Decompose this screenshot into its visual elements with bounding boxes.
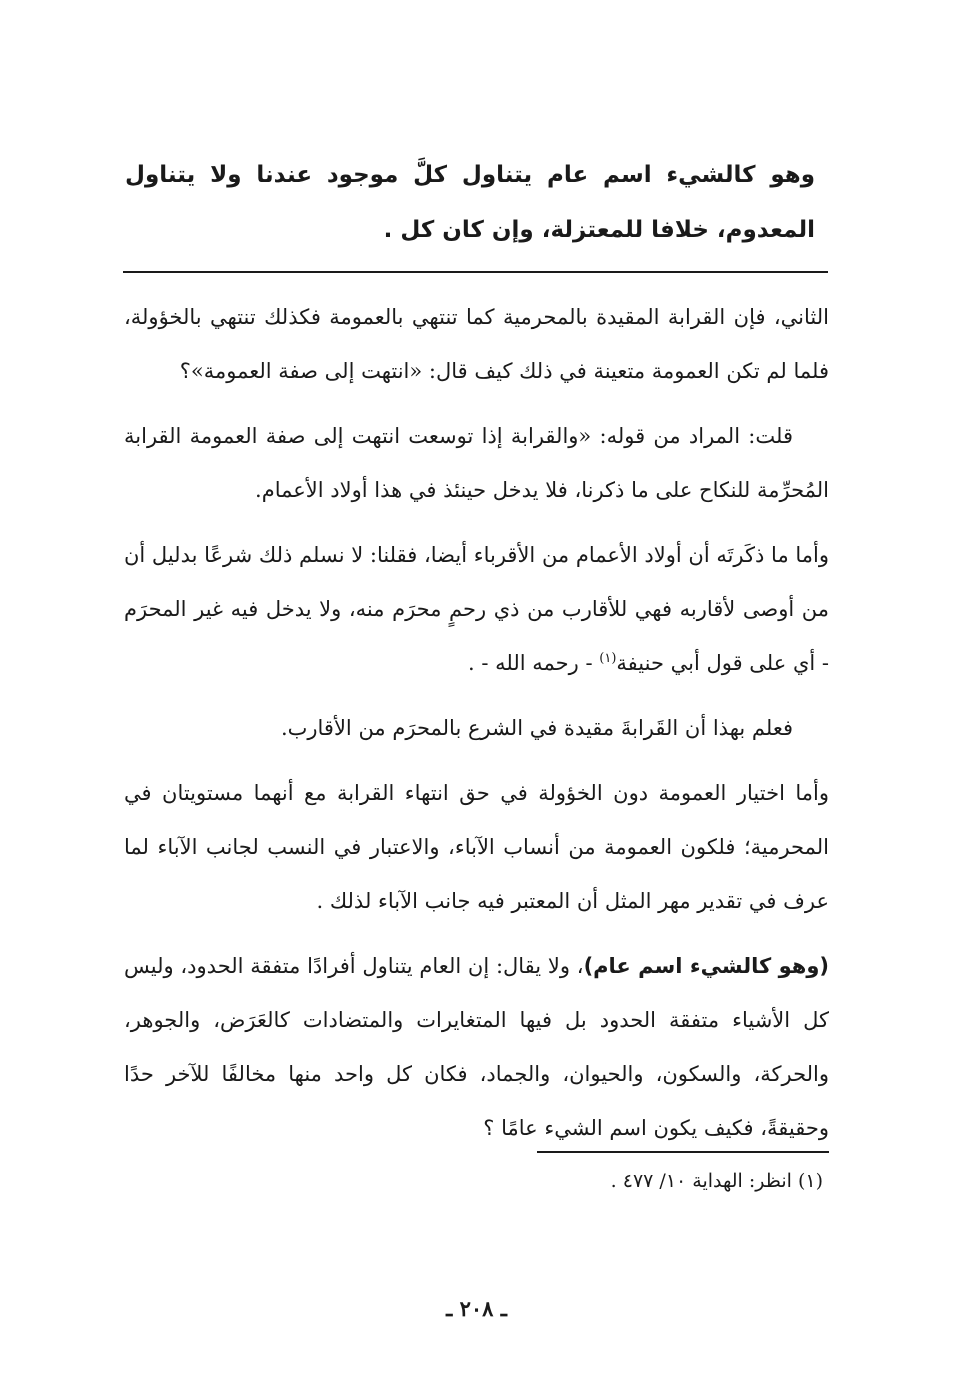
footnote-separator-line [537, 1151, 829, 1153]
commentary-paragraph: وأما اختيار العمومة دون الخؤولة في حق انتهاء القرابة مع أنهما مستويتان في المحرمية؛ فلكون العمومة من أنساب الآباء، والاعتبار في النسب لجانب الآباء لما عرف في تقدير مهر المثل أن المعتبر فيه جانب الآباء لذلك . [124, 781, 829, 913]
matn-separator-line [123, 271, 828, 273]
commentary-text: وأما ما ذكَرتَه أن أولاد الأعمام من الأقرباء أيضا، فقلنا: لا نسلم ذلك شرعًا بدليل أن من أوصى لأقاربه فهي للأقارب من ذي رحمٍ محرَم منه، ولا يدخل فيه غير المحرَم - أي على قول أبي حنيفة [124, 543, 829, 675]
quoted-matn: (وهو كالشيء اسم عام) [583, 954, 829, 978]
commentary-paragraph [124, 528, 829, 690]
commentary-paragraph: الثاني، فإن القرابة المقيدة بالمحرمية كما تنتهي بالعمومة فكذلك تنتهي بالخؤولة، فلما لم تكن العمومة متعينة في ذلك كيف قال: «انتهت إلى صفة العمومة»؟ [124, 305, 829, 383]
page-number: ـ ٢٠٨ ـ [446, 1296, 507, 1321]
commentary-paragraph: قلت: المراد من قوله: «والقرابة إذا توسعت انتهت إلى صفة العمومة القرابة المُحرِّمة للنكاح على ما ذكرنا، فلا يدخل حينئذ في هذا أولاد الأعمام. [124, 424, 829, 502]
commentary-body [124, 290, 829, 1166]
commentary-paragraph [124, 939, 829, 1155]
matn-text: وهو كالشيء اسم عام يتناول كلَّ موجود عندنا ولا يتناول المعدوم، خلافا للمعتزلة، وإن كان كل . [125, 162, 815, 243]
commentary-text: ، ولا يقال: إن العام يتناول أفرادًا متفقة الحدود، وليس كل الأشياء متفقة الحدود بل فيها المتغايرات والمتضادات كالعَرَض، والجوهر، والحركة، والسكون، والحيوان، والجماد، فكان كل واحد منها مخالفًا للآخر حدًا وحقيقةً، فكيف يكون اسم الشيء عامًا ؟ [124, 954, 829, 1140]
commentary-paragraph: فعلم بهذا أن القَرابةَ مقيدة في الشرع بالمحرَم من الأقارب. [280, 716, 793, 740]
footnote: (١) انظر: الهداية ١٠/ ٤٧٧ . [610, 1170, 823, 1192]
footnote-reference[interactable]: (١) [599, 651, 617, 666]
commentary-text: - رحمه الله - . [468, 651, 600, 675]
